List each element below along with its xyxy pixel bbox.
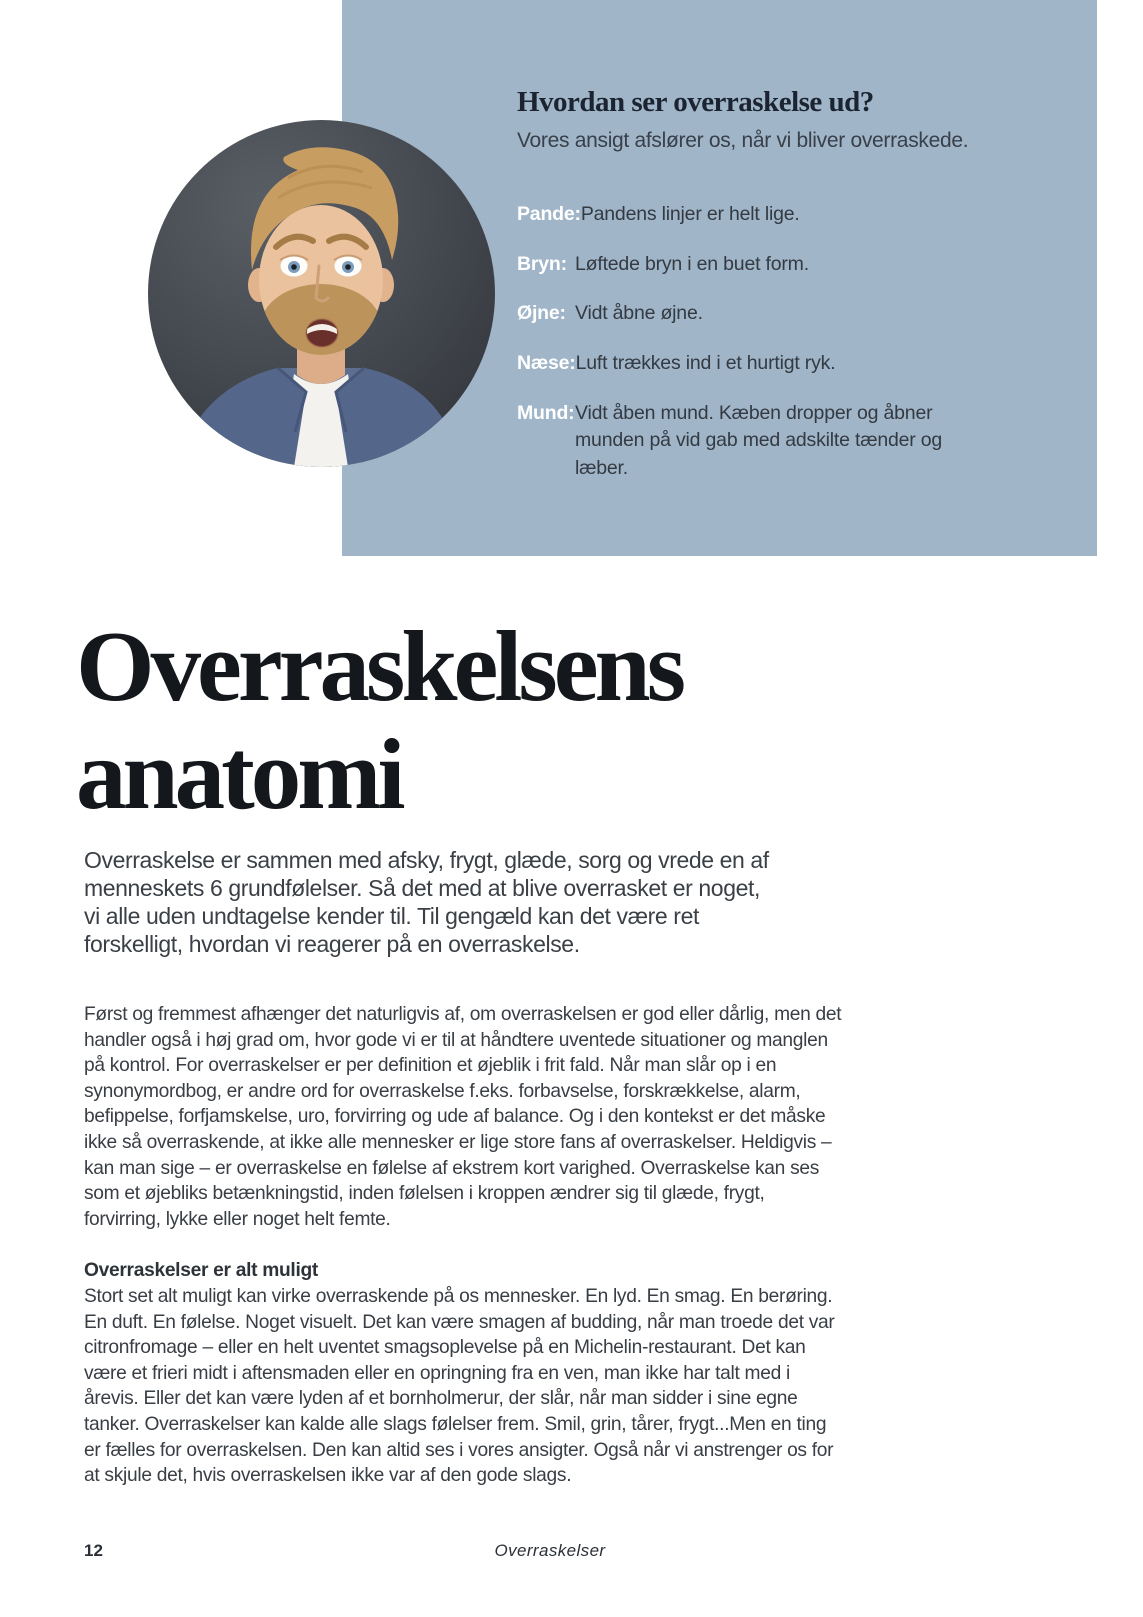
feature-label: Næse: [517,352,576,375]
feature-text: Pandens linjer er helt lige. [580,203,800,225]
feature-label: Bryn: [517,252,567,275]
page-footer [0,1541,1143,1565]
list-item [517,350,1055,378]
infobox-title: Hvordan ser overraskelse ud? [517,86,874,118]
portrait-illustration [148,120,495,467]
infobox-subtitle: Vores ansigt afslører os, når vi bliver overraskede. [517,129,969,152]
list-item [517,251,1055,279]
article-paragraph-2: Stort set alt muligt kan virke overraskende på os mennesker. En lyd. En smag. En berøring. En duft. En følelse. Noget visuelt. Det kan være smagen af budding, når man troede det var citronfromage – eller en helt uventet smagsoplevelse på en Michelin-restaurant. Det kan være et frieri midt i aftensmaden eller en opringning fra en ven, man ikke har talt med i årevis. Eller det kan være lyden af et bornholmerur, der slår, når man sidder i sine egne tanker. Overraskelser kan kalde alle slags følelser frem. Smil, grin, tårer, frygt...Men en ting er fælles for overraskelsen. Den kan altid ses i vores ansigter. Også når vi anstrenger os for at skjule det, hvis overraskelsen ikke var af den gode slags. [84,1285,835,1487]
feature-text: Luft trækkes ind i et hurtigt ryk. [575,352,836,375]
article-title-line2: anatomi [76,718,402,831]
feature-label: Pande: [517,203,581,225]
article-title-line1: Overraskelsens [76,610,683,722]
list-item [517,201,1055,229]
article-subheading: Overraskelser er alt muligt [84,1260,319,1282]
surprised-man-photo [148,120,495,467]
page-number: 12 [84,1541,103,1560]
feature-label: Mund: [517,401,575,424]
feature-text: Løftede bryn i en buet form. [575,252,809,275]
article-intro: Overraskelse er sammen med afsky, frygt, glæde, sorg og vrede en af menneskets 6 grundfølelser. Så det med at blive overrasket er noget, vi alle uden undtagelse kender til. Til gengæld kan det være ret forskelligt, hvordan vi reagerer på en overraskelse. [84,847,769,957]
feature-text: Vidt åben mund. Kæben dropper og åbner munden på vid gab med adskilte tænder og læber. [575,401,943,480]
feature-label: Øjne: [517,302,566,325]
article-paragraph-1: Først og fremmest afhænger det naturligvis af, om overraskelsen er god eller dårlig, men det handler også i høj grad om, hvor gode vi er til at håndtere uventede situationer og manglen på kontrol. For overraskelser er per definition et øjeblik i frit fald. Når man slår op i en synonymordbog, er andre ord for overraskelse f.eks. forbavselse, forskrækkelse, alarm, befippelse, forfjamskelse, uro, forvirring og ude af balance. Og i den kontekst er det måske ikke så overraskende, at ikke alle mennesker er lige store fans af overraskelser. Heldigvis – kan man sige – er overraskelse en følelse af ekstrem kort varighed. Overraskelse kan ses som et øjebliks betænkningstid, inden følelsen i kroppen ændrer sig til glæde, frygt, forvirring, lykke eller noget helt femte. [84,1004,842,1230]
facial-features-list [517,201,1055,483]
list-item [517,400,1055,483]
feature-text: Vidt åbne øjne. [575,302,703,325]
footer-section-title: Overraskelser [494,1541,606,1560]
article-body [84,1002,846,1489]
list-item [517,300,1055,328]
article-title [76,610,683,831]
